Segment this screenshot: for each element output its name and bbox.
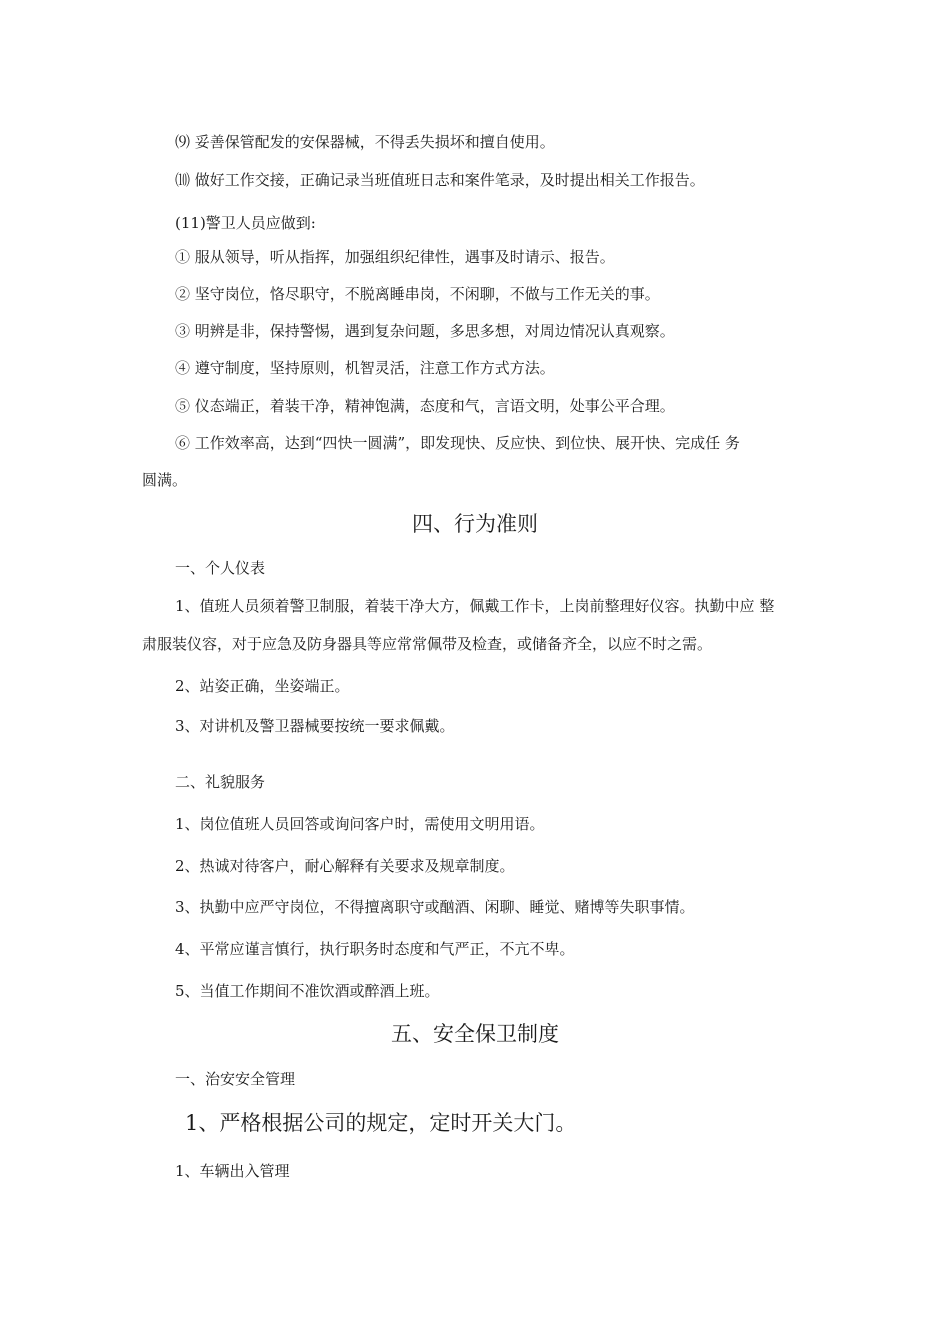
guard-duty-3: ③ 明辨是非，保持警惕，遇到复杂问题，多思多想，对周边情况认真观察。 <box>175 322 675 340</box>
section-heading-security: 五、安全保卫制度 <box>391 1022 559 1046</box>
subsection-title-public-security: 一、治安安全管理 <box>175 1070 296 1088</box>
service-item-1: 1、岗位值班人员回答或询问客户时，需使用文明用语。 <box>175 815 545 833</box>
guard-duty-4: ④ 遵守制度，坚持原则，机智灵活，注意工作方式方法。 <box>175 359 555 377</box>
guard-duty-1: ① 服从领导，听从指挥，加强组织纪律性，遇事及时请示、报告。 <box>175 248 615 266</box>
service-item-3: 3、执勤中应严守岗位，不得擅离职守或酗酒、闲聊、睡觉、赌博等失职事情。 <box>175 898 695 916</box>
rule-item-9: ⑼ 妥善保管配发的安保器械，不得丢失损坏和擅自使用。 <box>175 133 555 151</box>
rule-item-10: ⑽ 做好工作交接，正确记录当班值班日志和案件笔录，及时提出相关工作报告。 <box>175 171 705 189</box>
subsection-title-service: 二、礼貌服务 <box>175 773 266 791</box>
appearance-item-1-line1: 1、值班人员须着警卫制服，着装干净大方，佩戴工作卡，上岗前整理好仪容。执勤中应 整 <box>175 597 775 615</box>
guard-duty-6-line1: ⑥ 工作效率高，达到“四快一圆满”，即发现快、反应快、到位快、展开快、完成任 务 <box>175 434 740 452</box>
appearance-item-3: 3、对讲机及警卫器械要按统一要求佩戴。 <box>175 717 455 735</box>
subsection-title-appearance: 一、个人仪表 <box>175 559 266 577</box>
appearance-item-1-line2: 肃服装仪容，对于应急及防身器具等应常常佩带及检查，或储备齐全，以应不时之需。 <box>142 635 713 653</box>
service-item-2: 2、热诚对待客户，耐心解释有关要求及规章制度。 <box>175 857 515 875</box>
security-rule-vehicle: 1、车辆出入管理 <box>175 1162 290 1180</box>
security-rule-gate: 1、严格根据公司的规定，定时开关大门。 <box>185 1111 577 1135</box>
guard-duty-5: ⑤ 仪态端正，着装干净，精神饱满，态度和气，言语文明，处事公平合理。 <box>175 397 675 415</box>
section-heading-conduct: 四、行为准则 <box>412 512 538 536</box>
appearance-item-2: 2、站姿正确，坐姿端正。 <box>175 677 350 695</box>
guard-duty-6-line2: 圆满。 <box>142 471 188 489</box>
rule-item-11-title: (11)警卫人员应做到: <box>175 214 316 232</box>
service-item-4: 4、平常应谨言慎行，执行职务时态度和气严正，不亢不卑。 <box>175 940 575 958</box>
guard-duty-2: ② 坚守岗位，恪尽职守，不脱离睡串岗，不闲聊，不做与工作无关的事。 <box>175 285 660 303</box>
service-item-5: 5、当值工作期间不准饮酒或醉酒上班。 <box>175 982 440 1000</box>
